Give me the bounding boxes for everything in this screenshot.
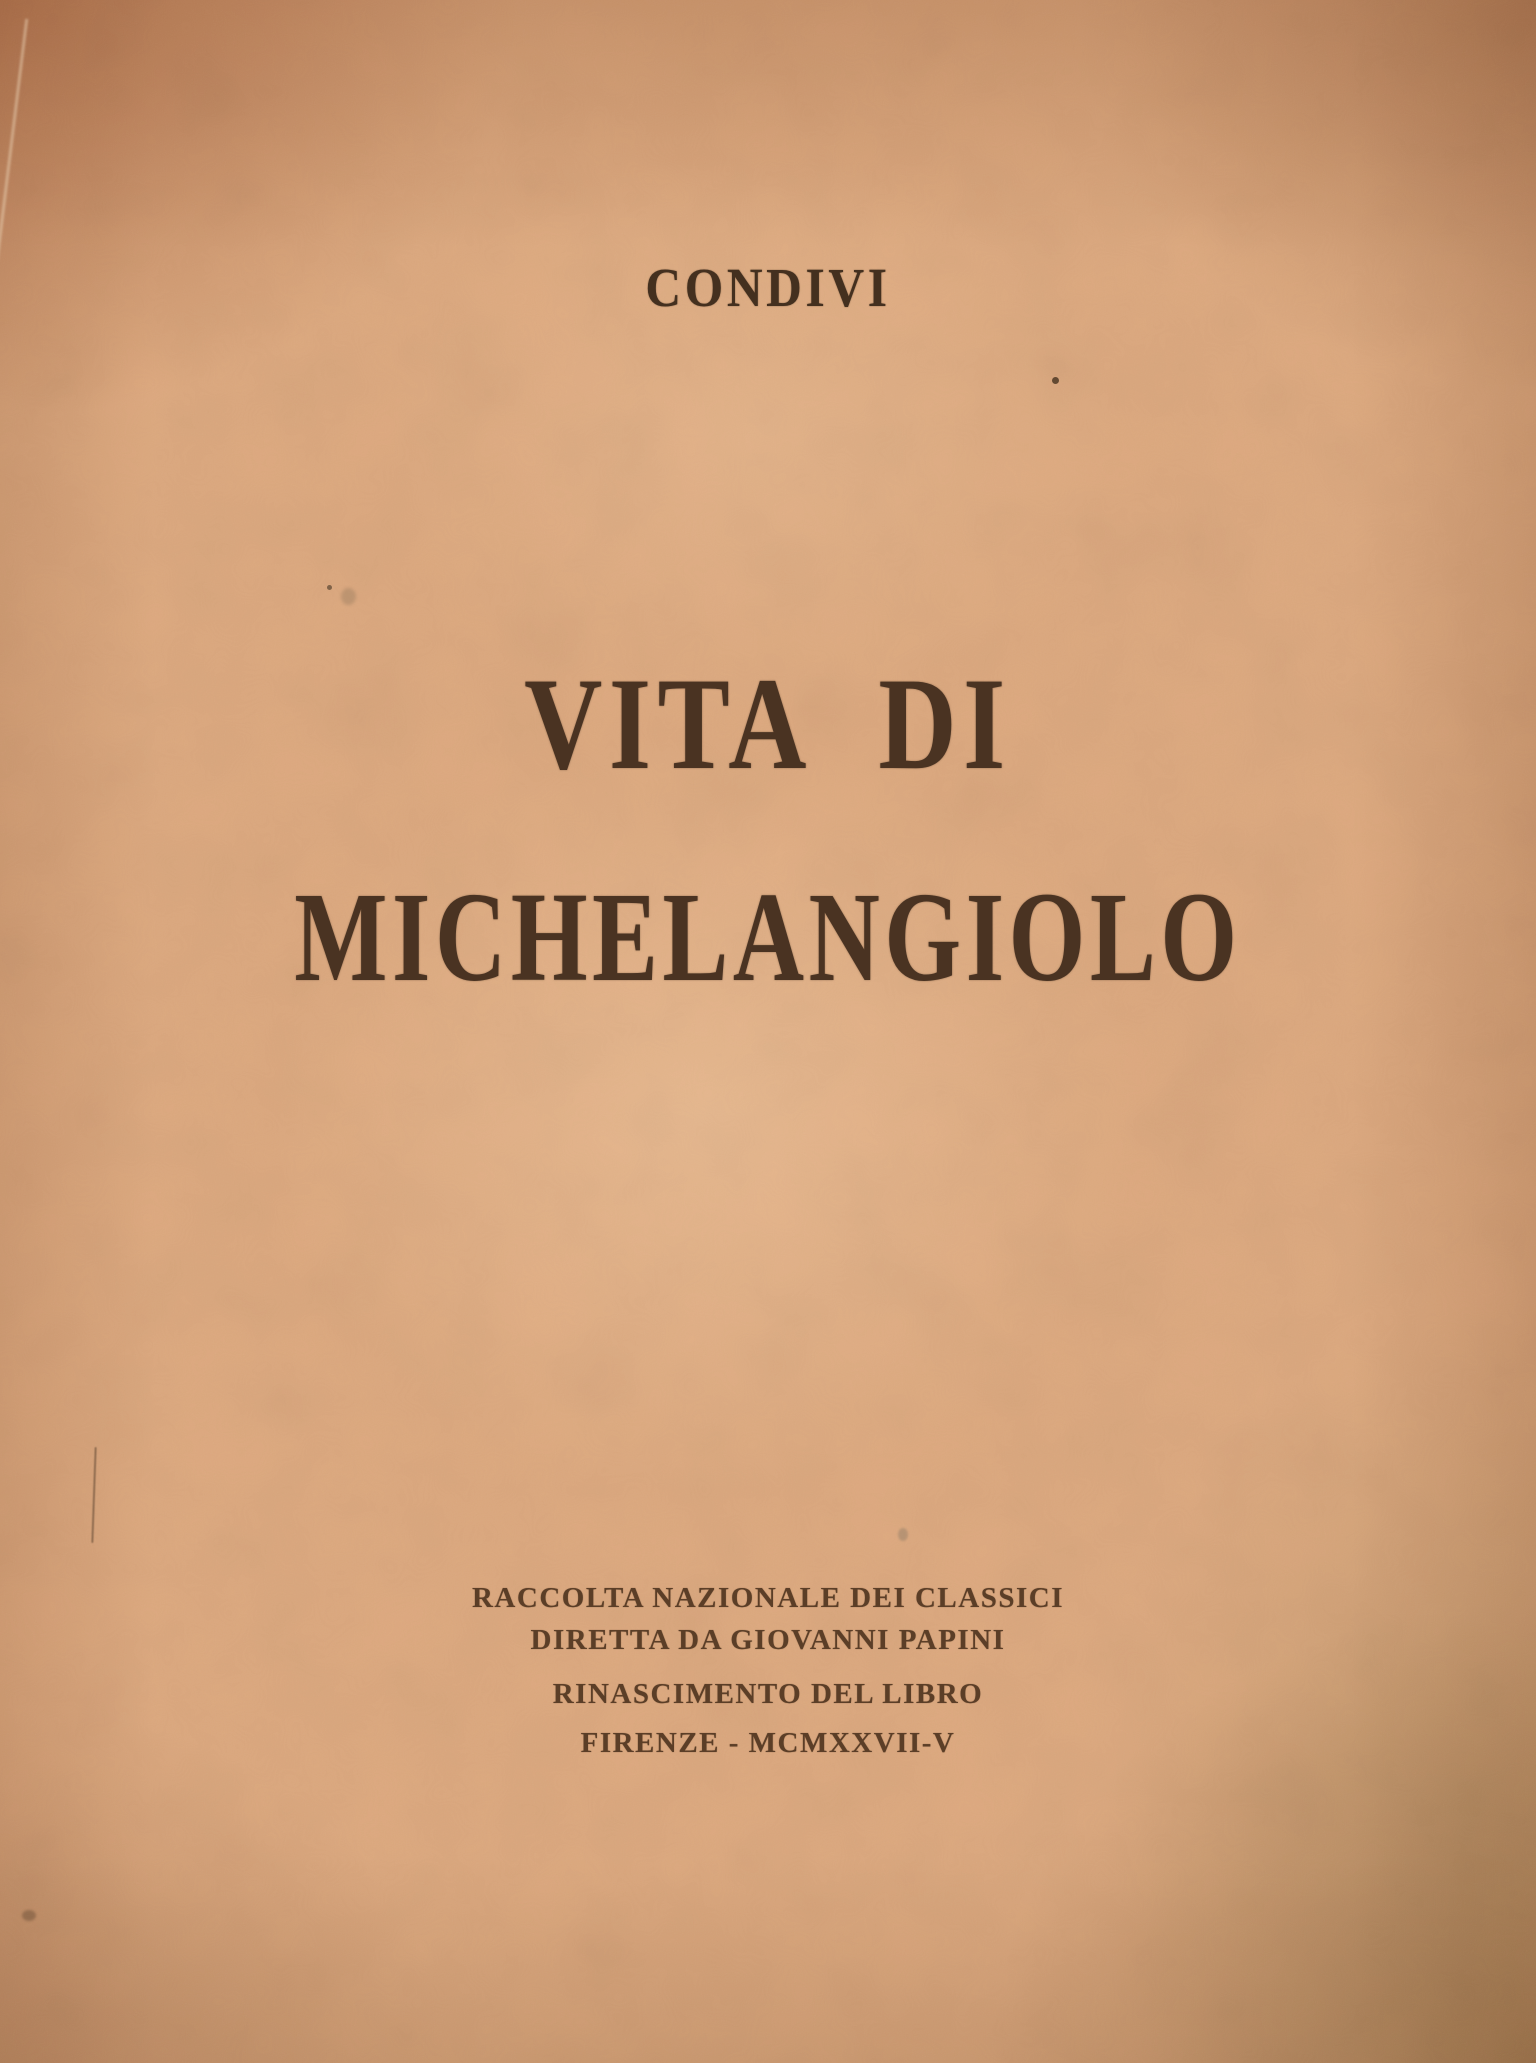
paper-crease: [0, 19, 28, 268]
imprint-series: RACCOLTA NAZIONALE DEI CLASSICI: [471, 1582, 1064, 1614]
paper-speck: [1052, 377, 1059, 384]
imprint-editor: DIRETTA DA GIOVANNI PAPINI: [530, 1624, 1006, 1656]
imprint-place-year: FIRENZE - MCMXXVII-V: [580, 1727, 956, 1759]
paper-speck: [327, 585, 332, 590]
paper-scratch: [91, 1447, 96, 1543]
book-title-line-1: VITA DI: [524, 650, 1012, 797]
paper-speck: [341, 588, 356, 605]
imprint-publisher: RINASCIMENTO DEL LIBRO: [552, 1678, 984, 1710]
paper-speck: [22, 1910, 36, 1921]
author-name: CONDIVI: [645, 257, 891, 318]
book-title-line-2: MICHELANGIOLO: [294, 866, 1242, 1008]
paper-speck: [898, 1528, 908, 1541]
publisher-imprint: [0, 1584, 1536, 1758]
